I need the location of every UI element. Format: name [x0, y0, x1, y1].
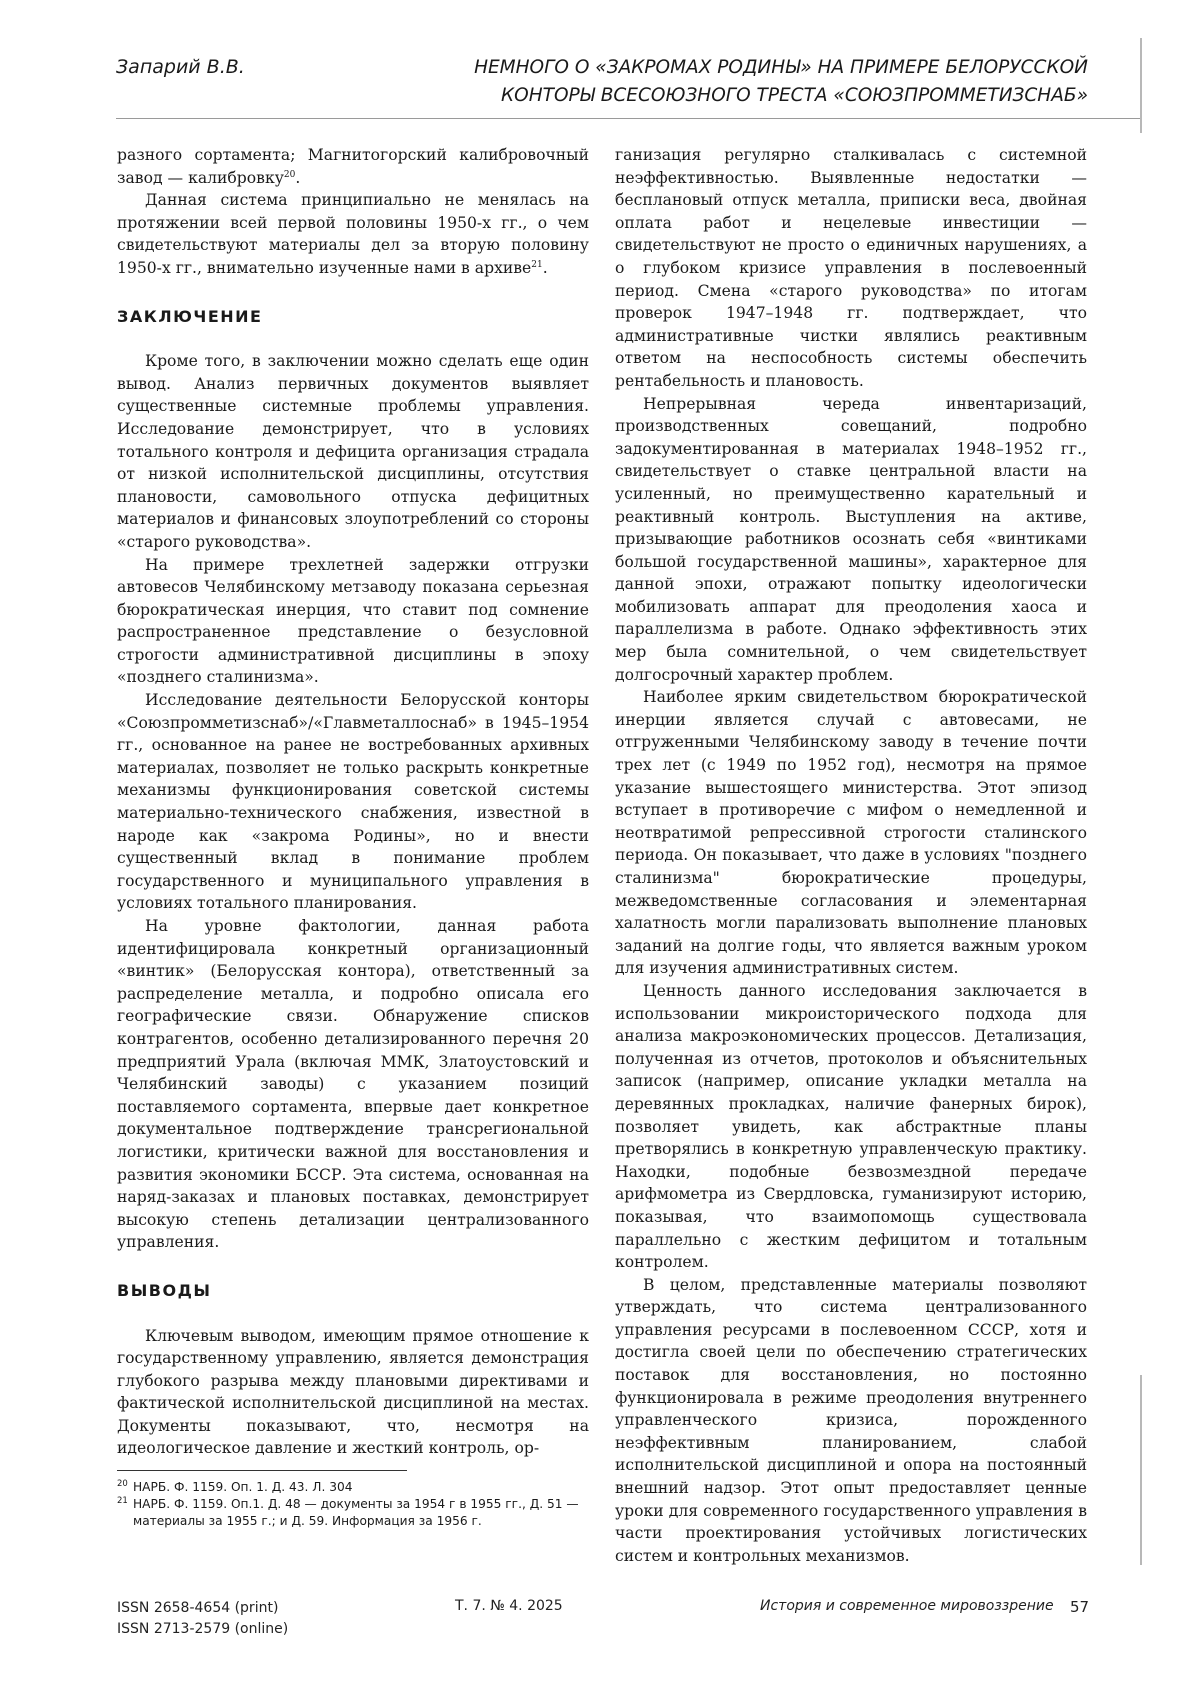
issn-print: ISSN 2658-4654 (print)	[117, 1600, 279, 1616]
footer-issn	[117, 1598, 288, 1640]
footnote-ref[interactable]: 20	[283, 169, 296, 180]
paragraph	[117, 189, 589, 279]
paragraph-text: Данная система принципиально не менялась на протяжении всей первой половины 1950-х гг., о чем свидетельствуют материалы дел за вторую половину 1950-х гг., внимательно изученные нами в архиве	[117, 191, 589, 277]
paragraph: Исследование деятельности Белорусской конторы «Союзпромметизснаб»/«Главметаллоснаб» в 1945–1954 гг., основанное на ранее не востребованных архивных материалах, позволяет не только раскрыть конкретные механизмы функционирования советской системы материально-технического снабжения, известной в народе как «закрома Родины», но и внести существенный вклад в понимание проблем государственного и муниципального управления в условиях тотального планирования.	[117, 691, 589, 913]
paragraph: Ценность данного исследования заключается в использовании микроисторического подхода для анализа макроэкономических процессов. Детализация, полученная из отчетов, протоколов и объяснительных записок (например, описание укладки металла на деревянных прокладках, наличие фанерных бирок), позволяет увидеть, как абстрактные планы претворялись в конкретную управленческую практику. Находки, подобные безвозмездной передаче арифмометра из Свердловска, гуманизируют историю, показывая, что взаимопомощь существовала параллельно с жестким дефицитом и тотальным контролем.	[615, 981, 1087, 1272]
paragraph-text: .	[542, 258, 548, 277]
footnote	[117, 1479, 589, 1496]
section-heading-findings: ВЫВОДЫ	[117, 1280, 212, 1300]
running-author: Запарий В.В.	[116, 56, 245, 78]
paragraph: На уровне фактологии, данная работа идентифицировала конкретный организационный «винтик» (Белорусская контора), ответственный за распределение металла, и подробно описала его географические связи. Обнаружение списков контрагентов, особенно детализированного перечня 20 предприятий Урала (включая ММК, Златоустовский и Челябинский заводы) с указанием позиций поставляемого сортамента, впервые дает конкретное документальное подтверждение трансрегиональной логистики, критически важной для восстановления и развития экономики БССР. Эта система, основанная на наряд-заказах и плановых поставках, демонстрирует высокую степень детализации централизованного управления.	[117, 917, 589, 1252]
left-column	[117, 144, 589, 1530]
paragraph: Кроме того, в заключении можно сделать еще один вывод. Анализ первичных документов выявляет существенные системные проблемы управления. Исследование демонстрирует, что в условиях тотального контроля и дефицита организация страдала от низкой исполнительской дисциплины, отсутствия плановости, самовольного отпуска дефицитных материалов и финансовых злоупотреблений со стороны «старого руководства».	[117, 352, 589, 551]
paragraph-text: разного сортамента; Магнитогорский калибровочный завод — калибровку	[117, 146, 589, 187]
section-heading-conclusion: ЗАКЛЮЧЕНИЕ	[117, 306, 263, 326]
footnote-ref[interactable]: 21	[531, 259, 543, 270]
paragraph: Ключевым выводом, имеющим прямое отношение к государственному управлению, является демонстрация глубокого разрыва между плановыми директивами и фактической исполнительской дисциплиной на местах. Документы показывают, что, несмотря на идеологическое давление и жесткий контроль, ор-	[117, 1326, 589, 1458]
issn-online: ISSN 2713-2579 (online)	[117, 1621, 289, 1637]
paragraph-text: .	[295, 168, 301, 187]
paragraph	[117, 144, 589, 189]
running-title-line-2: КОНТОРЫ ВСЕСОЮЗНОГО ТРЕСТА «СОЮЗПРОММЕТИЗСНАБ»	[501, 85, 1088, 106]
footnote-number: 21	[117, 1496, 128, 1507]
footnote-number: 20	[117, 1479, 128, 1490]
footer-journal-title: История и современное мировоззрение	[760, 1598, 1054, 1614]
running-title	[388, 54, 1088, 110]
margin-vertical-rule	[1140, 1375, 1142, 1565]
footnote	[117, 1496, 589, 1530]
footer-volume: Т. 7. № 4. 2025	[455, 1598, 563, 1614]
page-number: 57	[1070, 1598, 1090, 1616]
paragraph: На примере трехлетней задержки отгрузки автовесов Челябинскому метзаводу показана серьезная бюрократическая инерция, что ставит под сомнение распространенное представление о безусловной строгости административной дисциплины в эпоху «позднего сталинизма».	[117, 555, 589, 687]
header-rule	[116, 118, 1142, 119]
paragraph: В целом, представленные материалы позволяют утверждать, что система централизованного управления ресурсами в послевоенном СССР, хотя и достигла своей цели по обеспечению стратегических поставок для восстановления, но постоянно функционировала в режиме преодоления внутреннего управленческого кризиса, порожденного неэффективным планированием, слабой исполнительской дисциплиной и опора на постоянный внешний надзор. Этот опыт предоставляет ценные уроки для современного государственного управления в части проектирования устойчивых логистических систем и контрольных механизмов.	[615, 1275, 1087, 1565]
right-column	[615, 144, 1087, 1567]
paragraph: ганизация регулярно сталкивалась с системной неэффективностью. Выявленные недостатки — бесплановый отпуск металла, приписки веса, двойная оплата работ и нецелевые инвестиции — свидетельствуют не просто о единичных нарушениях, а о глубоком кризисе управления в послевоенный период. Смена «старого руководства» по итогам проверок 1947–1948 гг. подтверждает, что административные чистки являлись реактивным ответом на неспособность системы обеспечить рентабельность и плановость.	[615, 146, 1087, 390]
footnote-text: НАРБ. Ф. 1159. Оп.1. Д. 48 — документы за 1954 г в 1955 гг., Д. 51 — материалы за 1955 г.; и Д. 59. Информация за 1956 г.	[133, 1497, 579, 1529]
footnote-text: НАРБ. Ф. 1159. Оп. 1. Д. 43. Л. 304	[133, 1480, 353, 1495]
paragraph: Наиболее ярким свидетельством бюрократической инерции является случай с автовесами, не отгруженными Челябинскому заводу в течение почти трех лет (с 1949 по 1952 год), несмотря на прямое указание вышестоящего министерства. Этот эпизод вступает в противоречие с мифом о немедленной и неотвратимой репрессивной строгости сталинского периода. Он показывает, что даже в условиях "позднего сталинизма" бюрократические процедуры, межведомственные согласования и элементарная халатность могли парализовать выполнение плановых заданий на долгие годы, что является важным уроком для изучения административных систем.	[615, 688, 1087, 978]
header-vertical-rule	[1140, 38, 1142, 133]
footnote-rule	[117, 1470, 407, 1471]
paragraph: Непрерывная череда инвентаризаций, производственных совещаний, подробно задокументированная в материалах 1948–1952 гг., свидетельствует о ставке центральной власти на усиленный, но преимущественно карательный и реактивный контроль. Выступления на активе, призывающие работников осознать себя «винтиками большой государственной машины», характерное для данной эпохи, отражают попытку идеологически мобилизовать аппарат для преодоления хаоса и параллелизма в работе. Однако эффективность этих мер была сомнительной, о чем свидетельствует долгосрочный характер проблем.	[615, 394, 1087, 684]
running-title-line-1: НЕМНОГО О «ЗАКРОМАХ РОДИНЫ» НА ПРИМЕРЕ БЕЛОРУССКОЙ	[474, 57, 1088, 78]
